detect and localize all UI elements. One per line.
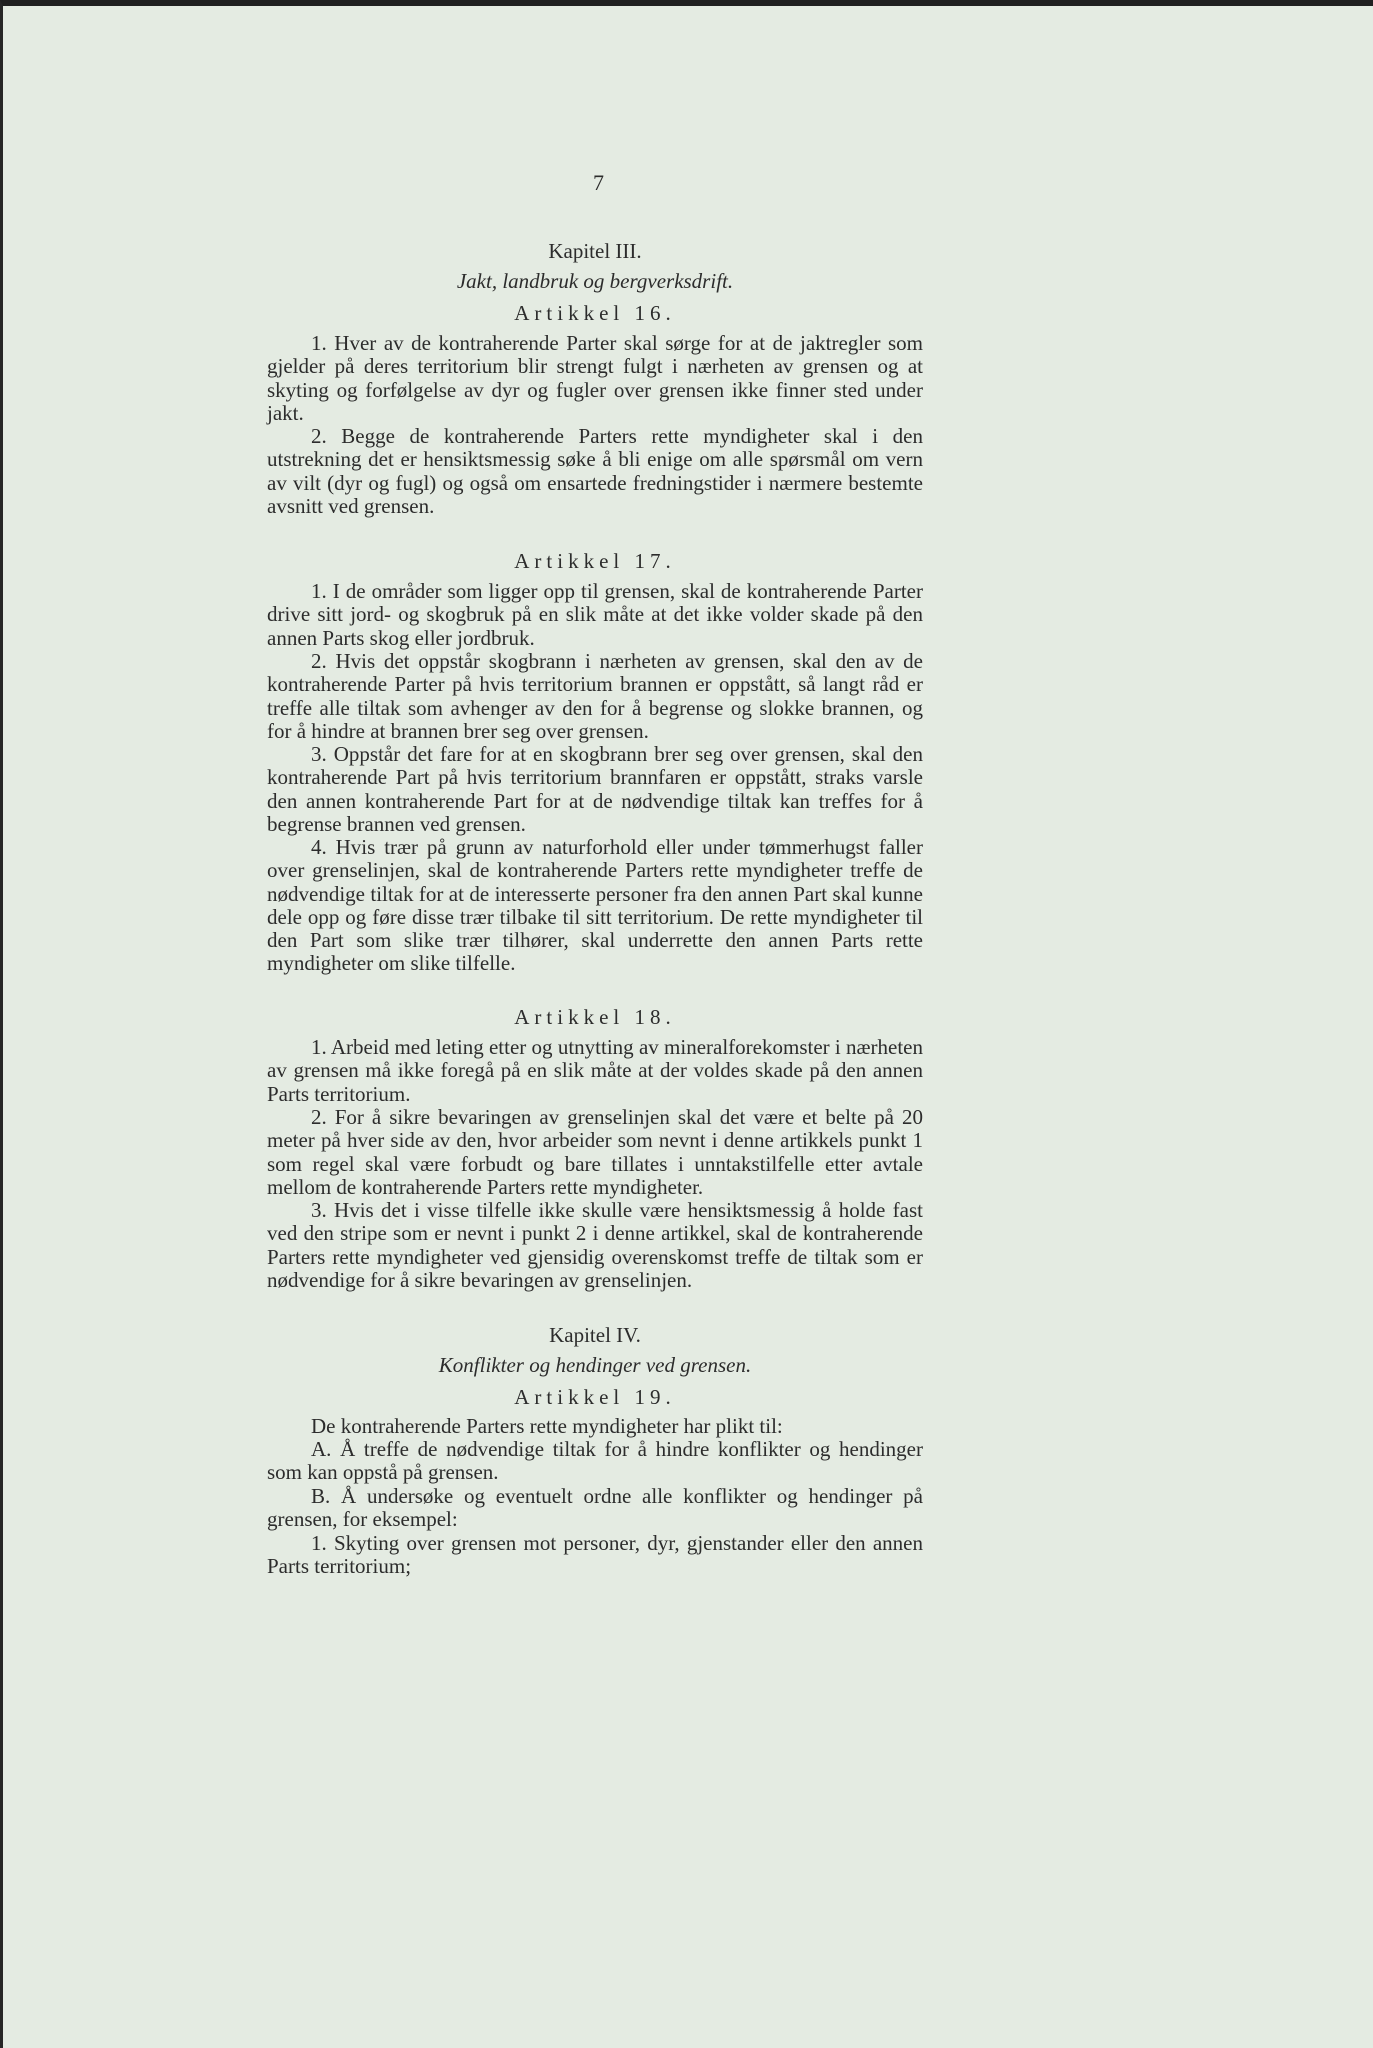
article-19-point-b: B. Å undersøke og eventuelt ordne alle konflikter og hendinger på grensen, for eksempel: [267, 1484, 923, 1532]
article-19-intro: De kontraherende Parters rette myndigheter har plikt til: [311, 1414, 783, 1438]
article-19-point-a: A. Å treffe de nødvendige tiltak for å hindre konflikter og hendinger som kan oppstå på grensen. [267, 1437, 923, 1485]
article-18-heading: Artikkel 18. [514, 1005, 676, 1029]
article-16-paragraph-2: 2. Begge de kontraherende Parters rette myndigheter skal i den utstrekning det er hensiktsmessig søke å bli enige om alle spørsmål om vern av vilt (dyr og fugl) og også om ensartede fredningstider i nærmere bestemte avsnitt ved grensen. [267, 424, 923, 518]
article-16-paragraph-1: 1. Hver av de kontraherende Parter skal sørge for at de jaktregler som gjelder på deres territorium blir strengt fulgt i nærheten av grensen og at skyting og forfølgelse av dyr og fugler over grensen ikke finner sted under jakt. [267, 331, 923, 425]
article-17-paragraph-3: 3. Oppstår det fare for at en skogbrann brer seg over grensen, skal den kontraherende Part på hvis territorium brannfaren er oppstått, straks varsle den annen kontraherende Part for at de nødvendige tiltak kan treffes for å begrense brannen ved grensen. [267, 742, 923, 836]
article-17-paragraph-1: 1. I de områder som ligger opp til grensen, skal de kontraherende Parter drive sitt jord- og skogbruk på en slik måte at det ikke volder skade på den annen Parts skog eller jordbruk. [267, 579, 923, 650]
article-16-heading: Artikkel 16. [514, 301, 676, 325]
chapter-3-heading: Kapitel III. [548, 239, 642, 263]
page-number: 7 [593, 170, 604, 195]
chapter-4-heading: Kapitel IV. [549, 1323, 641, 1347]
chapter-3-subtitle: Jakt, landbruk og bergverksdrift. [456, 269, 734, 293]
article-17-paragraph-2: 2. Hvis det oppstår skogbrann i nærheten av grensen, skal den av de kontraherende Parter på hvis territorium brannen er oppstått, så langt råd er treffe alle tiltak som avhenger av den for å begrense og slokke brannen, og for å hindre at brannen brer seg over grensen. [267, 649, 923, 743]
article-18-paragraph-1: 1. Arbeid med leting etter og utnytting av mineralforekomster i nærheten av grensen må ikke foregå på en slik måte at der voldes skade på den annen Parts territorium. [267, 1035, 923, 1106]
article-17-paragraph-4: 4. Hvis trær på grunn av naturforhold eller under tømmerhugst faller over grenselinjen, skal de kontraherende Parters rette myndigheter treffe de nødvendige tiltak for at de interesserte personer fra den annen Part skal kunne dele opp og føre disse trær tilbake til sitt territorium. De rette myndigheter til den Part som slike trær tilhører, skal underrette den annen Parts rette myndigheter om slike tilfelle. [267, 835, 923, 976]
article-17-heading: Artikkel 17. [514, 549, 676, 573]
article-18-paragraph-2: 2. For å sikre bevaringen av grenselinjen skal det være et belte på 20 meter på hver side av den, hvor arbeider som nevnt i denne artikkels punkt 1 som regel skal være forbudt og bare tillates i unntakstilfelle etter avtale mellom de kontraherende Parters rette myndigheter. [267, 1105, 923, 1199]
article-19-heading: Artikkel 19. [514, 1385, 676, 1409]
article-18-paragraph-3: 3. Hvis det i visse tilfelle ikke skulle være hensiktsmessig å holde fast ved den stripe som er nevnt i punkt 2 i denne artikkel, skal de kontraherende Parters rette myndigheter ved gjensidig overenskomst treffe de tiltak som er nødvendige for å sikre bevaringen av grenselinjen. [267, 1198, 923, 1292]
article-19-item-1: 1. Skyting over grensen mot personer, dyr, gjenstander eller den annen Parts territorium; [267, 1531, 923, 1579]
chapter-4-subtitle: Konflikter og hendinger ved grensen. [438, 1353, 752, 1377]
